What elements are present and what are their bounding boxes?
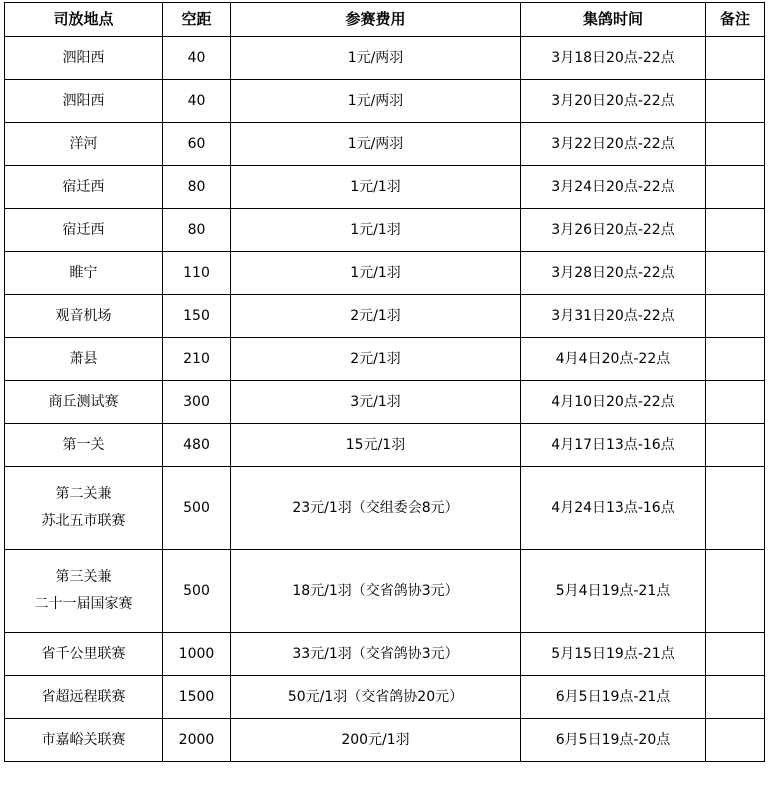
- cell-fee: 23元/1羽（交组委会8元）: [231, 467, 521, 550]
- cell-note: [706, 209, 765, 252]
- cell-note: [706, 381, 765, 424]
- cell-distance: 110: [163, 252, 231, 295]
- cell-place: 第一关: [5, 424, 163, 467]
- cell-fee: 1元/两羽: [231, 37, 521, 80]
- cell-note: [706, 123, 765, 166]
- cell-time: 4月10日20点-22点: [521, 381, 706, 424]
- cell-time: 6月5日19点-20点: [521, 719, 706, 762]
- cell-distance: 40: [163, 80, 231, 123]
- header-cell-note: 备注: [706, 3, 765, 37]
- cell-fee: 33元/1羽（交省鸽协3元）: [231, 633, 521, 676]
- race-schedule-table: [4, 2, 765, 762]
- cell-fee: 18元/1羽（交省鸽协3元）: [231, 550, 521, 633]
- table-row: [5, 467, 765, 550]
- cell-place-line1: 第三关兼: [55, 569, 112, 586]
- header-cell-place: 司放地点: [5, 3, 163, 37]
- table-row: [5, 719, 765, 762]
- cell-time: 3月31日20点-22点: [521, 295, 706, 338]
- cell-fee: 1元/两羽: [231, 80, 521, 123]
- cell-fee: 1元/1羽: [231, 252, 521, 295]
- cell-time: 4月24日13点-16点: [521, 467, 706, 550]
- cell-place: 宿迁西: [5, 166, 163, 209]
- cell-fee: 1元/两羽: [231, 123, 521, 166]
- table-row: [5, 166, 765, 209]
- cell-note: [706, 80, 765, 123]
- cell-distance: 500: [163, 550, 231, 633]
- cell-fee: 50元/1羽（交省鸽协20元）: [231, 676, 521, 719]
- cell-fee: 1元/1羽: [231, 209, 521, 252]
- header-cell-time: 集鸽时间: [521, 3, 706, 37]
- header-row: [5, 3, 765, 37]
- cell-distance: 40: [163, 37, 231, 80]
- cell-distance: 60: [163, 123, 231, 166]
- cell-time: 3月22日20点-22点: [521, 123, 706, 166]
- table-row: [5, 676, 765, 719]
- cell-note: [706, 424, 765, 467]
- cell-distance: 150: [163, 295, 231, 338]
- cell-place: 泗阳西: [5, 80, 163, 123]
- cell-place: 睢宁: [5, 252, 163, 295]
- cell-distance: 210: [163, 338, 231, 381]
- cell-fee: 3元/1羽: [231, 381, 521, 424]
- cell-distance: 80: [163, 166, 231, 209]
- cell-note: [706, 633, 765, 676]
- cell-fee: 15元/1羽: [231, 424, 521, 467]
- cell-place: [5, 550, 163, 633]
- cell-place-line2: 二十一届国家赛: [34, 596, 133, 612]
- table-row: [5, 633, 765, 676]
- cell-time: 3月24日20点-22点: [521, 166, 706, 209]
- cell-note: [706, 338, 765, 381]
- cell-time: 3月20日20点-22点: [521, 80, 706, 123]
- cell-place: [5, 467, 163, 550]
- cell-note: [706, 252, 765, 295]
- cell-place: 萧县: [5, 338, 163, 381]
- cell-fee: 2元/1羽: [231, 295, 521, 338]
- table-row: [5, 424, 765, 467]
- table-row: [5, 550, 765, 633]
- cell-note: [706, 467, 765, 550]
- cell-note: [706, 550, 765, 633]
- cell-place: 省千公里联赛: [5, 633, 163, 676]
- cell-time: 5月4日19点-21点: [521, 550, 706, 633]
- table-row: [5, 338, 765, 381]
- cell-fee: 200元/1羽: [231, 719, 521, 762]
- table-row: [5, 37, 765, 80]
- table-row: [5, 123, 765, 166]
- table-row: [5, 295, 765, 338]
- cell-time: 4月17日13点-16点: [521, 424, 706, 467]
- cell-fee: 1元/1羽: [231, 166, 521, 209]
- cell-time: 5月15日19点-21点: [521, 633, 706, 676]
- cell-time: 3月26日20点-22点: [521, 209, 706, 252]
- cell-distance: 1500: [163, 676, 231, 719]
- cell-time: 6月5日19点-21点: [521, 676, 706, 719]
- table-row: [5, 381, 765, 424]
- cell-note: [706, 676, 765, 719]
- cell-place: 商丘测试赛: [5, 381, 163, 424]
- cell-place: 市嘉峪关联赛: [5, 719, 163, 762]
- table-row: [5, 252, 765, 295]
- cell-place-line1: 第二关兼: [55, 486, 112, 503]
- table-row: [5, 80, 765, 123]
- cell-distance: 80: [163, 209, 231, 252]
- cell-place: 省超远程联赛: [5, 676, 163, 719]
- cell-note: [706, 295, 765, 338]
- cell-time: 4月4日20点-22点: [521, 338, 706, 381]
- cell-place: 泗阳西: [5, 37, 163, 80]
- cell-time: 3月18日20点-22点: [521, 37, 706, 80]
- cell-place: 洋河: [5, 123, 163, 166]
- cell-place-line2: 苏北五市联赛: [41, 513, 126, 529]
- cell-distance: 2000: [163, 719, 231, 762]
- cell-note: [706, 37, 765, 80]
- cell-distance: 1000: [163, 633, 231, 676]
- cell-note: [706, 166, 765, 209]
- cell-distance: 500: [163, 467, 231, 550]
- cell-place: 观音机场: [5, 295, 163, 338]
- header-cell-fee: 参赛费用: [231, 3, 521, 37]
- cell-place: 宿迁西: [5, 209, 163, 252]
- cell-distance: 480: [163, 424, 231, 467]
- header-cell-distance: 空距: [163, 3, 231, 37]
- table-body: [5, 37, 765, 762]
- table-header: [5, 3, 765, 37]
- cell-distance: 300: [163, 381, 231, 424]
- table-row: [5, 209, 765, 252]
- cell-note: [706, 719, 765, 762]
- cell-time: 3月28日20点-22点: [521, 252, 706, 295]
- cell-fee: 2元/1羽: [231, 338, 521, 381]
